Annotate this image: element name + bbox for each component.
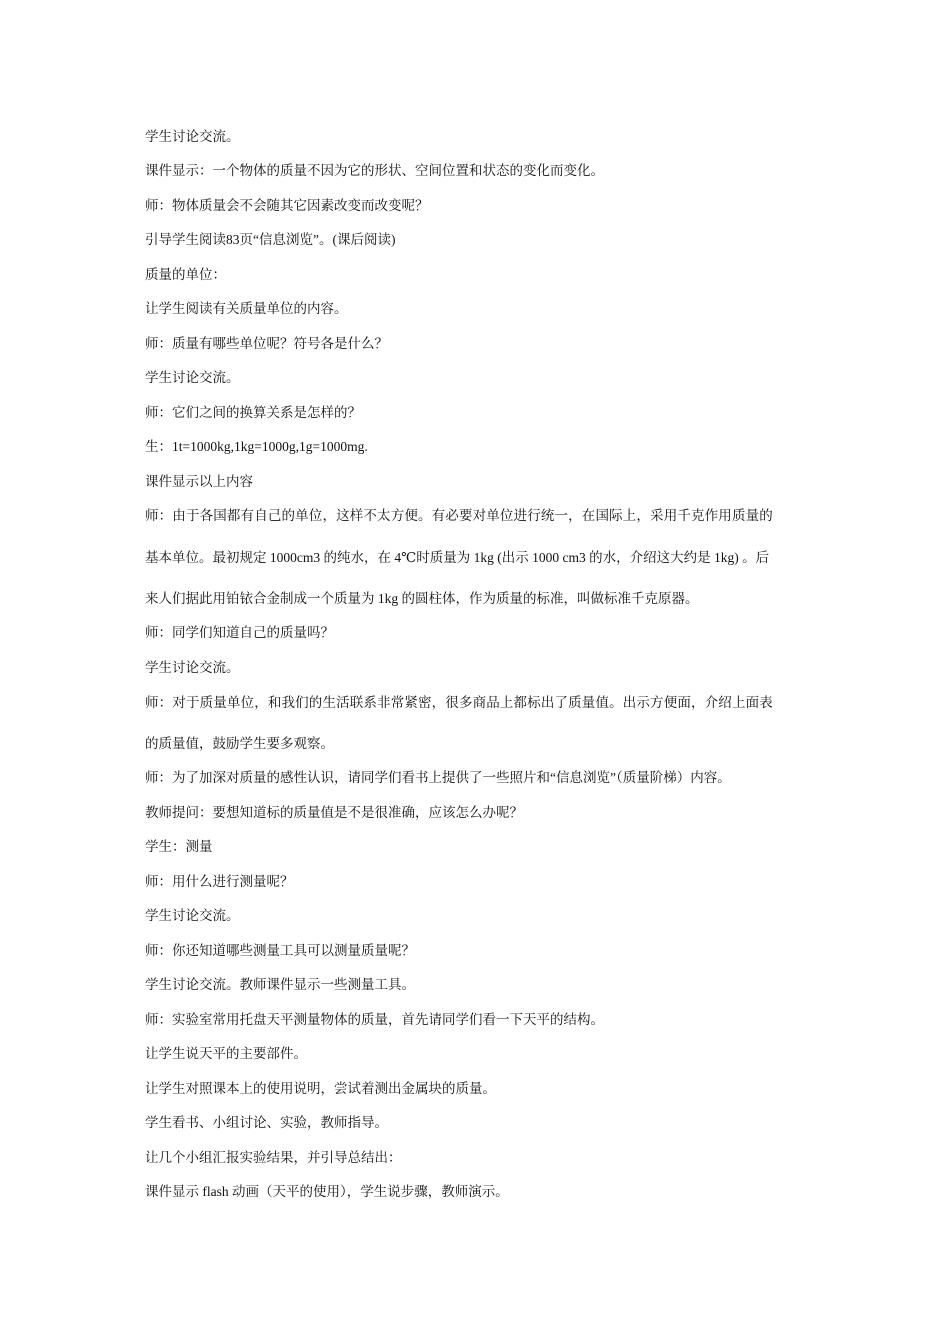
text-line: 的质量值，鼓励学生要多观察。 <box>145 736 334 751</box>
text-line: 学生讨论交流。 <box>145 908 240 923</box>
text-line: 师：它们之间的换算关系是怎样的？ <box>145 405 361 420</box>
text-line: 课件显示以上内容 <box>145 474 253 489</box>
text-line: 课件显示：一个物体的质量不因为它的形状、空间位置和状态的变化而变化。 <box>145 163 604 178</box>
text-line: 生：1t=1000kg,1kg=1000g,1g=1000mg. <box>145 439 368 454</box>
text-line: 课件显示 flash 动画（天平的使用），学生说步骤，教师演示。 <box>145 1184 509 1199</box>
text-line: 来人们据此用铂铱合金制成一个质量为 1kg 的圆柱体，作为质量的标准，叫做标准千克原器。 <box>145 591 699 606</box>
text-line: 质量的单位： <box>145 267 226 282</box>
text-line: 让几个小组汇报实验结果，并引导总结出： <box>145 1150 402 1165</box>
text-line: 师：用什么进行测量呢？ <box>145 874 294 889</box>
text-line: 学生：测量 <box>145 839 213 854</box>
text-line: 让学生说天平的主要部件。 <box>145 1046 307 1061</box>
text-line: 学生讨论交流。 <box>145 370 240 385</box>
text-line: 基本单位。最初规定 1000cm3 的纯水，在 4℃时质量为 1kg (出示 1000 cm3 的水，介绍这大约是 1kg) 。后 <box>145 550 770 565</box>
text-line: 教师提问：要想知道标的质量值是不是很准确，应该怎么办呢？ <box>145 805 523 820</box>
text-line: 师：质量有哪些单位呢？符号各是什么？ <box>145 336 388 351</box>
text-line: 学生讨论交流。 <box>145 129 240 144</box>
text-line: 师：你还知道哪些测量工具可以测量质量呢？ <box>145 943 415 958</box>
text-line: 师：同学们知道自己的质量吗？ <box>145 625 334 640</box>
text-line: 师：对于质量单位，和我们的生活联系非常紧密，很多商品上都标出了质量值。出示方便面，介绍上面表 <box>145 695 773 710</box>
text-line: 让学生阅读有关质量单位的内容。 <box>145 301 348 316</box>
text-line: 师：为了加深对质量的感性认识，请同学们看书上提供了一些照片和“信息浏览”（质量阶梯）内容。 <box>145 770 731 785</box>
text-line: 师：实验室常用托盘天平测量物体的质量，首先请同学们看一下天平的结构。 <box>145 1012 604 1027</box>
text-line: 引导学生阅读83页“信息浏览”。(课后阅读) <box>145 232 396 247</box>
text-line: 学生看书、小组讨论、实验，教师指导。 <box>145 1115 388 1130</box>
text-line: 学生讨论交流。 <box>145 660 240 675</box>
text-line: 让学生对照课本上的使用说明，尝试着测出金属块的质量。 <box>145 1081 496 1096</box>
text-line: 师：由于各国都有自己的单位，这样不太方便。有必要对单位进行统一，在国际上，采用千克作用质量的 <box>145 508 773 523</box>
text-line: 学生讨论交流。教师课件显示一些测量工具。 <box>145 977 415 992</box>
text-line: 师：物体质量会不会随其它因素改变而改变呢？ <box>145 198 429 213</box>
